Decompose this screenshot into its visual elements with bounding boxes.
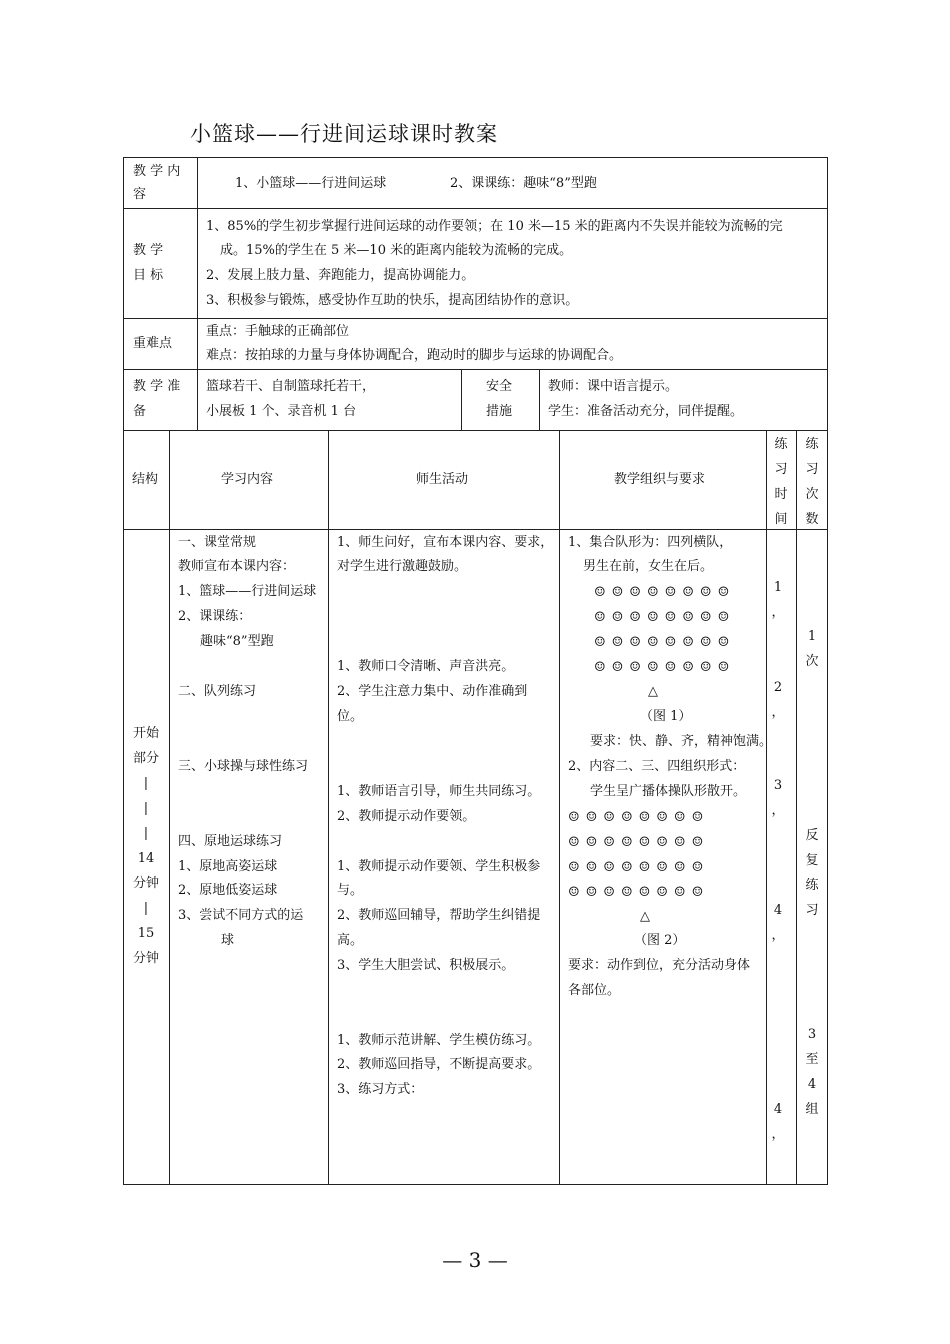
activity-line: 3、学生大胆尝试、积极展示。 (337, 958, 515, 973)
col-divider (169, 430, 170, 1185)
org-line: 各部位。 (568, 983, 621, 998)
teacher-mark-icon: △ (648, 684, 658, 699)
student-row: ☺☺☺☺☺☺☺☺ (568, 835, 710, 850)
header-count: 练 习 次 数 (805, 437, 819, 527)
content-item-2: 2、课课练：趣味“8”型跑 (450, 176, 597, 191)
header-content: 学习内容 (221, 472, 274, 487)
time-value: 4 ， (771, 1102, 785, 1142)
col-divider (328, 430, 329, 1185)
content-line: 一、课堂常规 (178, 535, 257, 550)
formation-1 (594, 580, 735, 680)
activity-line: 1、教师语言引导，师生共同练习。 (337, 784, 541, 799)
student-row: ☺☺☺☺☺☺☺☺ (594, 660, 736, 675)
goal-line-1: 1、85%的学生初步掌握行进间运球的动作要领；在 10 米—15 米的距离内不失误并能较为流畅的完 (206, 219, 783, 234)
count-value: 反 复 练 习 (805, 828, 819, 918)
prep-item-1: 篮球若干、自制篮球托若干， (206, 379, 376, 394)
goal-line-2: 成。15%的学生在 5 米—10 米的距离内能较为流畅的完成。 (220, 243, 573, 258)
activity-line: 1、师生问好，宣布本课内容、要求， (337, 535, 554, 550)
student-row: ☺☺☺☺☺☺☺☺ (568, 810, 710, 825)
row-divider (123, 369, 828, 370)
row-divider (123, 208, 828, 209)
figure-2-caption: （图 2） (634, 933, 686, 948)
figure-1-caption: （图 1） (640, 709, 692, 724)
key-label: 重难点 (133, 336, 173, 351)
header-time: 练 习 时 间 (774, 437, 788, 527)
content-line: 3、尝试不同方式的运 (178, 908, 304, 923)
org-line: 1、集合队形为：四列横队， (568, 535, 733, 550)
teacher-mark-icon: △ (640, 909, 650, 924)
safety-teacher: 教师：课中语言提示。 (548, 379, 679, 394)
structure-column: 开始 部分 | | | 14 分钟 | 15 分钟 (132, 726, 159, 966)
student-row: ☺☺☺☺☺☺☺☺ (568, 885, 710, 900)
row-divider (123, 430, 828, 431)
activity-line: 3、练习方式： (337, 1082, 424, 1097)
col-divider (539, 369, 540, 430)
activity-line: 与。 (337, 883, 364, 898)
content-line: 教师宣布本课内容： (178, 559, 296, 574)
student-row: ☺☺☺☺☺☺☺☺ (594, 585, 736, 600)
content-line: 趣味“8”型跑 (200, 634, 274, 649)
col-divider (197, 157, 198, 430)
time-value: 2 ， (771, 680, 785, 720)
activity-line: 2、教师提示动作要领。 (337, 809, 476, 824)
formation-2 (568, 805, 709, 905)
activity-line: 1、教师口令清晰、声音洪亮。 (337, 659, 515, 674)
safety-label-top: 安全 (486, 379, 513, 394)
col-divider (461, 369, 462, 430)
activity-line: 位。 (337, 709, 364, 724)
activity-line: 2、学生注意力集中、动作准确到 (337, 684, 528, 699)
difficulty-point: 难点：按拍球的力量与身体协调配合，跑动时的脚步与运球的协调配合。 (206, 348, 623, 363)
org-line: 2、内容二、三、四组织形式： (568, 759, 746, 774)
content-line: 四、原地运球练习 (178, 834, 283, 849)
goals-label-top: 教 学 (133, 243, 164, 258)
org-line: 男生在前，女生在后。 (583, 559, 714, 574)
activity-line: 高。 (337, 933, 364, 948)
count-value: 3 至 4 组 (805, 1027, 819, 1117)
student-row: ☺☺☺☺☺☺☺☺ (568, 860, 710, 875)
prep-label-bottom: 备 (133, 404, 147, 419)
page-number: — 3 — (442, 1248, 508, 1272)
page-title: 小篮球——行进间运球课时教案 (190, 122, 498, 146)
content-line: 2、原地低姿运球 (178, 883, 278, 898)
content-item-1: 1、小篮球——行进间运球 (235, 176, 387, 191)
org-line: 要求：动作到位，充分活动身体 (568, 958, 751, 973)
row-divider (123, 529, 828, 530)
header-structure: 结构 (132, 472, 159, 487)
content-label: 教 学 内 容 (133, 164, 181, 202)
safety-label-bottom: 措施 (486, 404, 513, 419)
activity-line: 2、教师巡回辅导，帮助学生纠错提 (337, 908, 541, 923)
goal-line-3: 2、发展上肢力量、奔跑能力，提高协调能力。 (206, 268, 475, 283)
content-line: 1、篮球——行进间运球 (178, 584, 317, 599)
org-line: 要求：快、静、齐，精神饱满。 (590, 734, 773, 749)
safety-student: 学生：准备活动充分，同伴提醒。 (548, 404, 744, 419)
goal-line-4: 3、积极参与锻炼，感受协作互助的快乐，提高团结协作的意识。 (206, 293, 579, 308)
time-value: 3 ， (771, 778, 785, 818)
col-divider (559, 430, 560, 1185)
prep-label-top: 教 学 准 (133, 379, 181, 394)
count-value: 1 次 (805, 629, 819, 669)
content-line: 球 (221, 933, 235, 948)
activity-line: 1、教师示范讲解、学生模仿练习。 (337, 1033, 541, 1048)
header-activity: 师生活动 (416, 472, 469, 487)
student-row: ☺☺☺☺☺☺☺☺ (594, 635, 736, 650)
content-line: 2、课课练： (178, 609, 252, 624)
activity-line: 对学生进行激趣鼓励。 (337, 559, 468, 574)
row-divider (123, 318, 828, 319)
content-line: 二、队列练习 (178, 684, 257, 699)
time-value: 1 ， (771, 580, 785, 620)
prep-item-2: 小展板 1 个、录音机 1 台 (206, 404, 357, 419)
org-line: 学生呈广播体操队形散开。 (590, 784, 747, 799)
key-point: 重点：手触球的正确部位 (206, 324, 350, 339)
activity-line: 1、教师提示动作要领、学生积极参 (337, 859, 541, 874)
activity-line: 2、教师巡回指导，不断提高要求。 (337, 1057, 541, 1072)
content-line: 三、小球操与球性练习 (178, 759, 309, 774)
time-value: 4 ， (771, 903, 785, 943)
goals-label-bottom: 目 标 (133, 268, 164, 283)
header-organization: 教学组织与要求 (614, 472, 706, 487)
student-row: ☺☺☺☺☺☺☺☺ (594, 610, 736, 625)
content-line: 1、原地高姿运球 (178, 859, 278, 874)
